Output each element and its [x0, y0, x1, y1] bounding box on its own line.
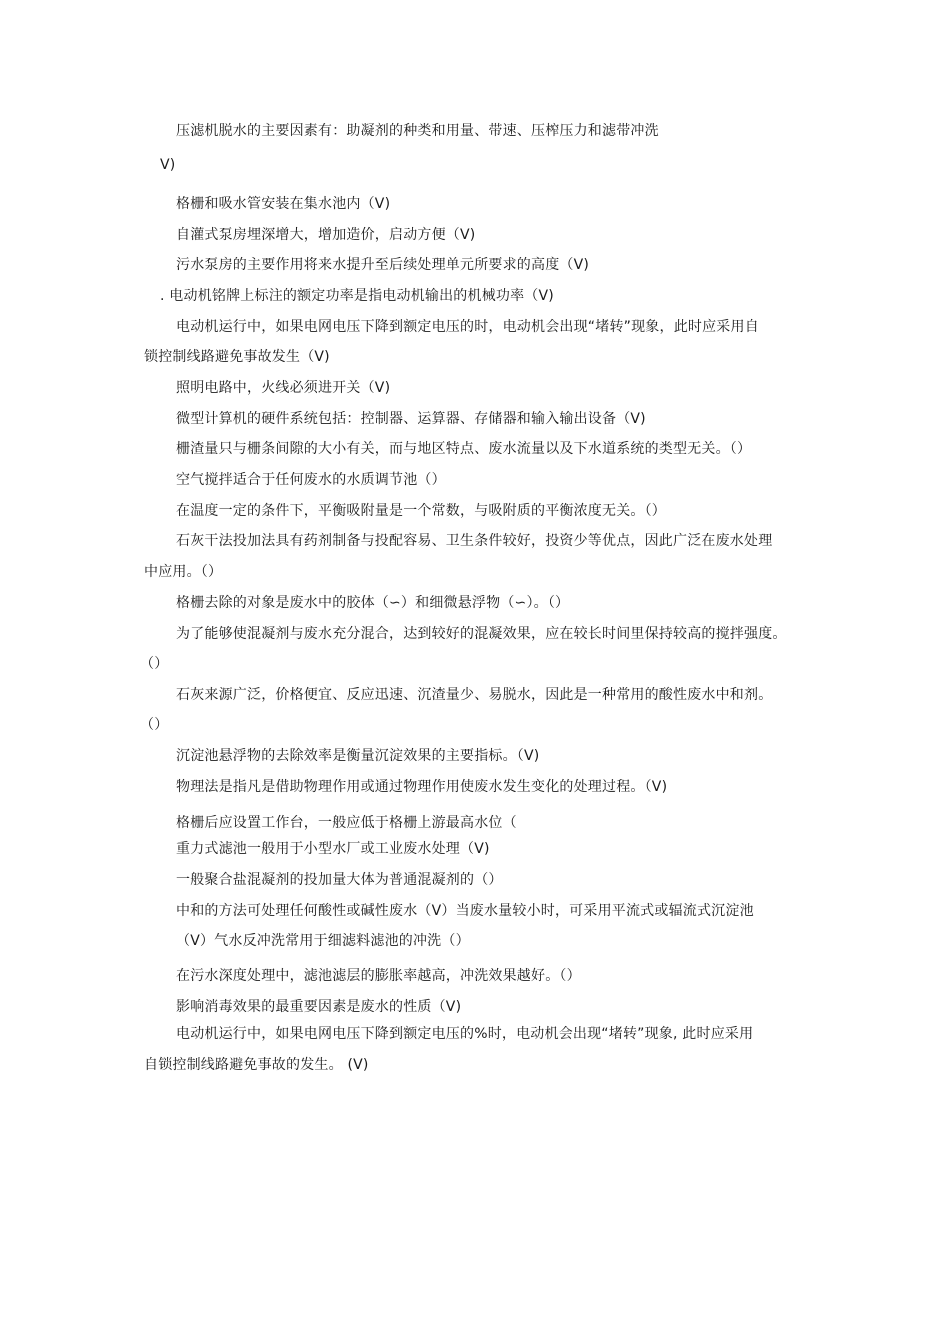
text-line: 物理法是指凡是借助物理作用或通过物理作用使废水发生变化的处理过程。（V) — [176, 779, 668, 795]
text-line: 格栅去除的对象是废水中的胶体（∽）和细微悬浮物（∽）。（） — [176, 595, 570, 611]
text-line: 电动机运行中，如果电网电压下降到额定电压的%时，电动机会出现“堵转”现象, 此时应采用 — [176, 1026, 754, 1042]
text-line: 微型计算机的硬件系统包括：控制器、运算器、存储器和输入输出设备（V) — [176, 411, 646, 427]
text-line: 沉淀池悬浮物的去除效率是衡量沉淀效果的主要指标。（V) — [176, 748, 540, 764]
text-line: 在温度一定的条件下，平衡吸附量是一个常数，与吸附质的平衡浓度无关。（） — [176, 503, 666, 519]
text-line: 影响消毒效果的最重要因素是废水的性质（V) — [176, 999, 462, 1015]
text-line: 一般聚合盐混凝剂的投加量大体为普通混凝剂的（） — [176, 872, 503, 888]
text-line: 空气搅拌适合于任何废水的水质调节池（） — [176, 472, 446, 488]
text-line: 中应用。（） — [144, 564, 223, 580]
text-line: 在污水深度处理中，滤池滤层的膨胀率越高，冲洗效果越好。（） — [176, 968, 581, 984]
text-line: 重力式滤池一般用于小型水厂或工业废水处理（V) — [176, 841, 490, 857]
text-line: 电动机运行中，如果电网电压下降到额定电压的时，电动机会出现“堵转”现象，此时应采用自 — [176, 319, 759, 335]
text-line: 格栅后应设置工作台，一般应低于格栅上游最高水位（ — [176, 815, 517, 831]
text-line: V) — [160, 157, 176, 173]
text-line: 格栅和吸水管安装在集水池内（V) — [176, 196, 391, 212]
text-line: （） — [140, 717, 169, 733]
text-line: . 电动机铭牌上标注的额定功率是指电动机输出的机械功率（V) — [160, 288, 554, 304]
text-line: 为了能够使混凝剂与废水充分混合，达到较好的混凝效果，应在较长时间里保持较高的搅拌强度。 — [176, 626, 787, 642]
text-line: 石灰干法投加法具有药剂制备与投配容易、卫生条件较好，投资少等优点，因此广泛在废水处理 — [176, 533, 773, 549]
text-line: 栅渣量只与栅条间隙的大小有关，而与地区特点、废水流量以及下水道系统的类型无关。（） — [176, 441, 752, 457]
text-line: 自灌式泵房埋深增大，增加造价，启动方便（V) — [176, 227, 476, 243]
text-line: （V）气水反冲洗常用于细滤料滤池的冲洗（） — [176, 933, 470, 949]
text-line: 压滤机脱水的主要因素有：助凝剂的种类和用量、带速、压榨压力和滤带冲洗 — [176, 123, 659, 139]
text-line: 石灰来源广泛，价格便宜、反应迅速、沉渣量少、易脱水，因此是一种常用的酸性废水中和剂。 — [176, 687, 773, 703]
text-line: 锁控制线路避免事故发生（V) — [144, 349, 330, 365]
text-line: 中和的方法可处理任何酸性或碱性废水（V）当废水量较小时，可采用平流式或辐流式沉淀池 — [176, 903, 754, 919]
text-line: （） — [140, 656, 169, 672]
text-line: 污水泵房的主要作用将来水提升至后续处理单元所要求的高度（V) — [176, 257, 590, 273]
text-line: 照明电路中，火线必须进开关（V) — [176, 380, 391, 396]
text-line: 自锁控制线路避免事故的发生。 (V) — [144, 1057, 369, 1073]
